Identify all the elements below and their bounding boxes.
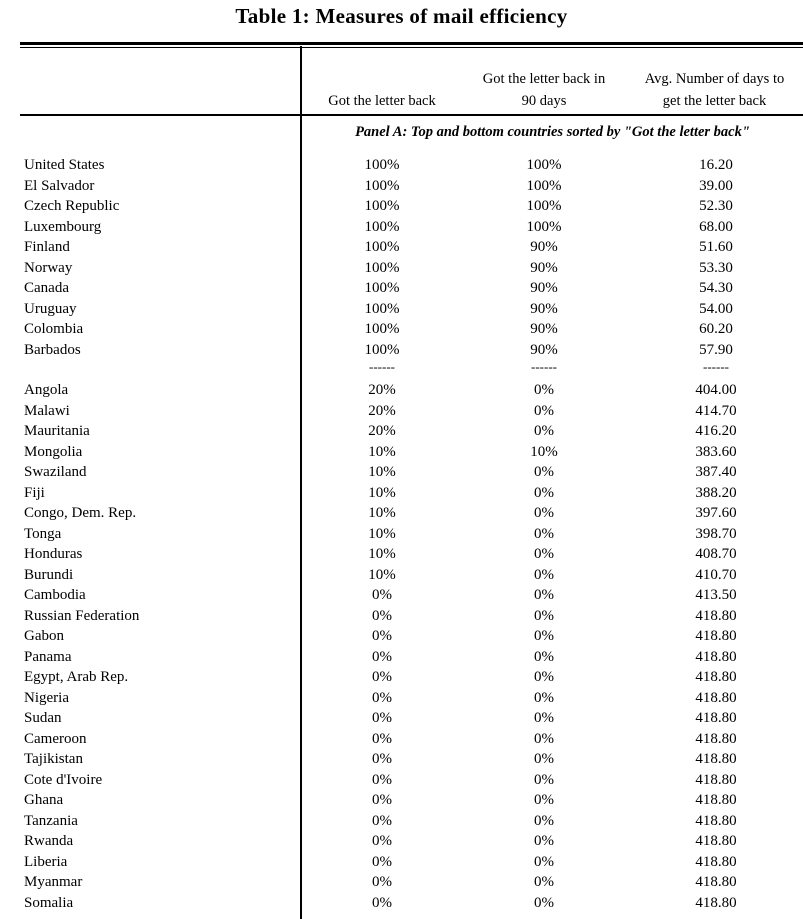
avg-days-cell: 418.80	[695, 690, 737, 706]
got-back-90-cell: 0%	[534, 731, 554, 747]
separator-row	[0, 357, 803, 377]
got-back-cell: 100%	[364, 342, 400, 358]
country-cell: Mongolia	[24, 444, 83, 460]
got-back-cell: 0%	[372, 792, 392, 808]
avg-days-cell: 418.80	[695, 710, 737, 726]
table-row	[0, 667, 803, 687]
avg-days-cell: 418.80	[695, 813, 737, 829]
header-col3-line2: get the letter back	[662, 93, 767, 109]
avg-days-cell: 418.80	[695, 731, 737, 747]
country-cell: Cameroon	[24, 731, 87, 747]
country-cell: Norway	[24, 260, 73, 276]
table-row	[0, 503, 803, 523]
table-row	[0, 237, 803, 257]
got-back-90-cell: 0%	[534, 587, 554, 603]
country-cell: Burundi	[24, 567, 74, 583]
avg-days-cell: 388.20	[695, 485, 737, 501]
avg-days-cell: 53.30	[699, 260, 733, 276]
got-back-90-cell: 0%	[534, 403, 554, 419]
got-back-90-cell: 0%	[534, 895, 554, 911]
got-back-90-cell: 0%	[534, 649, 554, 665]
table-row	[0, 770, 803, 790]
got-back-cell: 10%	[368, 444, 396, 460]
got-back-cell: 10%	[368, 567, 396, 583]
avg-days-cell: 39.00	[699, 178, 733, 194]
avg-days-cell: 418.80	[695, 772, 737, 788]
got-back-90-cell: 0%	[534, 526, 554, 542]
got-back-90-cell: 100%	[526, 198, 562, 214]
table-row	[0, 483, 803, 503]
got-back-90-cell: 0%	[534, 792, 554, 808]
country-cell: Czech Republic	[24, 198, 120, 214]
table-row	[0, 544, 803, 564]
avg-days-cell: 397.60	[695, 505, 737, 521]
country-cell: Luxembourg	[24, 219, 102, 235]
table-row	[0, 155, 803, 175]
avg-days-cell: 68.00	[699, 219, 733, 235]
got-back-cell: 0%	[372, 833, 392, 849]
got-back-cell: 10%	[368, 485, 396, 501]
got-back-90-cell: 0%	[534, 464, 554, 480]
avg-days-cell: 418.80	[695, 751, 737, 767]
got-back-cell: 20%	[368, 382, 396, 398]
table-row	[0, 852, 803, 872]
got-back-cell: 100%	[364, 198, 400, 214]
avg-days-cell: 418.80	[695, 669, 737, 685]
avg-days-cell: 383.60	[695, 444, 737, 460]
avg-days-cell: 416.20	[695, 423, 737, 439]
got-back-cell: 0%	[372, 710, 392, 726]
got-back-cell: 20%	[368, 423, 396, 439]
got-back-90-cell: 0%	[534, 485, 554, 501]
header-col3-line1: Avg. Number of days to	[644, 71, 785, 87]
country-cell: Swaziland	[24, 464, 87, 480]
country-cell: Cote d'Ivoire	[24, 772, 103, 788]
table-row	[0, 729, 803, 749]
got-back-cell: 0%	[372, 854, 392, 870]
avg-days-cell: 57.90	[699, 342, 733, 358]
country-cell: Liberia	[24, 854, 68, 870]
table-row	[0, 585, 803, 605]
table-row	[0, 462, 803, 482]
header-col2-line2: 90 days	[521, 93, 567, 109]
country-cell: Tonga	[24, 526, 62, 542]
got-back-90-cell: 100%	[526, 157, 562, 173]
table-title: Table 1: Measures of mail efficiency	[235, 4, 568, 28]
country-cell: Tajikistan	[24, 751, 83, 767]
got-back-90-cell: 10%	[530, 444, 558, 460]
table-row	[0, 380, 803, 400]
table-row	[0, 176, 803, 196]
got-back-90-cell: 0%	[534, 423, 554, 439]
got-back-cell: 0%	[372, 751, 392, 767]
table-row	[0, 831, 803, 851]
got-back-cell: 100%	[364, 260, 400, 276]
table-row	[0, 217, 803, 237]
got-back-cell: 100%	[364, 157, 400, 173]
avg-days-cell: 410.70	[695, 567, 737, 583]
got-back-90-cell: 0%	[534, 546, 554, 562]
avg-days-cell: 418.80	[695, 854, 737, 870]
got-back-cell: 0%	[372, 649, 392, 665]
got-back-90-cell: ------	[531, 359, 557, 374]
country-cell: Egypt, Arab Rep.	[24, 669, 129, 685]
avg-days-cell: 414.70	[695, 403, 737, 419]
country-cell: Uruguay	[24, 301, 77, 317]
country-cell: Canada	[24, 280, 69, 296]
table-row	[0, 299, 803, 319]
header-col1-text: Got the letter back	[328, 93, 436, 109]
got-back-cell: 100%	[364, 178, 400, 194]
got-back-90-cell: 0%	[534, 669, 554, 685]
got-back-cell: 10%	[368, 546, 396, 562]
table-row	[0, 278, 803, 298]
got-back-cell: 10%	[368, 526, 396, 542]
got-back-90-cell: 0%	[534, 505, 554, 521]
table-row	[0, 872, 803, 892]
got-back-90-cell: 0%	[534, 772, 554, 788]
table-row	[0, 442, 803, 462]
table-row	[0, 421, 803, 441]
got-back-cell: 0%	[372, 690, 392, 706]
avg-days-cell: 51.60	[699, 239, 733, 255]
table-row	[0, 893, 803, 913]
table-row	[0, 606, 803, 626]
header-col2-line1: Got the letter back in	[482, 71, 606, 87]
country-cell: El Salvador	[24, 178, 95, 194]
country-cell: Congo, Dem. Rep.	[24, 505, 137, 521]
table-row	[0, 708, 803, 728]
panel-a-title: Panel A: Top and bottom countries sorted by "Got the letter back"	[355, 124, 750, 140]
got-back-90-cell: 90%	[530, 321, 558, 337]
got-back-cell: 10%	[368, 464, 396, 480]
avg-days-cell: ------	[703, 359, 729, 374]
table-row	[0, 749, 803, 769]
table-row	[0, 647, 803, 667]
got-back-90-cell: 90%	[530, 239, 558, 255]
country-cell: Ghana	[24, 792, 64, 808]
avg-days-cell: 418.80	[695, 895, 737, 911]
table-row	[0, 790, 803, 810]
got-back-cell: 0%	[372, 813, 392, 829]
got-back-cell: 0%	[372, 874, 392, 890]
table-row	[0, 196, 803, 216]
avg-days-cell: 54.30	[699, 280, 733, 296]
country-cell: Somalia	[24, 895, 74, 911]
got-back-90-cell: 100%	[526, 178, 562, 194]
country-cell: Sudan	[24, 710, 62, 726]
country-cell: Honduras	[24, 546, 83, 562]
country-cell: Tanzania	[24, 813, 78, 829]
got-back-cell: 0%	[372, 608, 392, 624]
table-row	[0, 319, 803, 339]
avg-days-cell: 418.80	[695, 608, 737, 624]
got-back-90-cell: 0%	[534, 690, 554, 706]
table-row	[0, 688, 803, 708]
got-back-90-cell: 0%	[534, 382, 554, 398]
got-back-cell: 100%	[364, 301, 400, 317]
avg-days-cell: 413.50	[695, 587, 737, 603]
country-cell: Colombia	[24, 321, 84, 337]
avg-days-cell: 387.40	[695, 464, 737, 480]
country-cell: Rwanda	[24, 833, 74, 849]
avg-days-cell: 418.80	[695, 649, 737, 665]
got-back-cell: 100%	[364, 321, 400, 337]
got-back-90-cell: 0%	[534, 833, 554, 849]
got-back-cell: 10%	[368, 505, 396, 521]
avg-days-cell: 404.00	[695, 382, 737, 398]
got-back-cell: 100%	[364, 280, 400, 296]
got-back-90-cell: 0%	[534, 567, 554, 583]
got-back-cell: ------	[369, 359, 395, 374]
got-back-90-cell: 0%	[534, 710, 554, 726]
got-back-cell: 100%	[364, 219, 400, 235]
got-back-90-cell: 100%	[526, 219, 562, 235]
avg-days-cell: 52.30	[699, 198, 733, 214]
got-back-90-cell: 90%	[530, 301, 558, 317]
avg-days-cell: 54.00	[699, 301, 733, 317]
got-back-90-cell: 0%	[534, 874, 554, 890]
got-back-cell: 0%	[372, 731, 392, 747]
country-cell: Finland	[24, 239, 70, 255]
got-back-cell: 100%	[364, 239, 400, 255]
got-back-cell: 0%	[372, 669, 392, 685]
got-back-cell: 0%	[372, 772, 392, 788]
avg-days-cell: 418.80	[695, 792, 737, 808]
table-row	[0, 811, 803, 831]
country-cell: United States	[24, 157, 105, 173]
country-cell: Malawi	[24, 403, 70, 419]
country-cell: Russian Federation	[24, 608, 140, 624]
table-row	[0, 524, 803, 544]
country-cell: Angola	[24, 382, 69, 398]
table-row	[0, 401, 803, 421]
avg-days-cell: 60.20	[699, 321, 733, 337]
country-cell: Barbados	[24, 342, 81, 358]
got-back-cell: 0%	[372, 895, 392, 911]
country-cell: Nigeria	[24, 690, 69, 706]
country-cell: Cambodia	[24, 587, 86, 603]
avg-days-cell: 418.80	[695, 628, 737, 644]
avg-days-cell: 16.20	[699, 157, 733, 173]
got-back-cell: 20%	[368, 403, 396, 419]
avg-days-cell: 398.70	[695, 526, 737, 542]
avg-days-cell: 418.80	[695, 874, 737, 890]
got-back-90-cell: 0%	[534, 608, 554, 624]
country-cell: Fiji	[24, 485, 45, 501]
got-back-90-cell: 0%	[534, 813, 554, 829]
avg-days-cell: 418.80	[695, 833, 737, 849]
country-cell: Panama	[24, 649, 72, 665]
table-row	[0, 626, 803, 646]
table-row	[0, 565, 803, 585]
got-back-90-cell: 0%	[534, 751, 554, 767]
got-back-90-cell: 90%	[530, 260, 558, 276]
got-back-cell: 0%	[372, 587, 392, 603]
avg-days-cell: 408.70	[695, 546, 737, 562]
got-back-cell: 0%	[372, 628, 392, 644]
got-back-90-cell: 90%	[530, 280, 558, 296]
table-row	[0, 258, 803, 278]
country-cell: Myanmar	[24, 874, 83, 890]
got-back-90-cell: 0%	[534, 628, 554, 644]
got-back-90-cell: 0%	[534, 854, 554, 870]
country-cell: Mauritania	[24, 423, 90, 439]
got-back-90-cell: 90%	[530, 342, 558, 358]
country-cell: Gabon	[24, 628, 64, 644]
